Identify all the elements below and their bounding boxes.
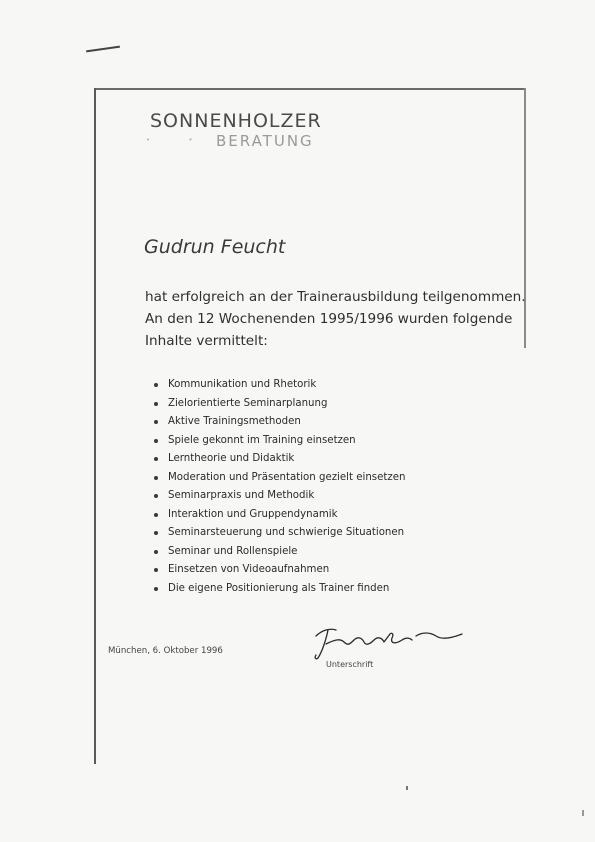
bullet-icon <box>154 513 158 517</box>
topic-item <box>154 561 454 580</box>
topic-label: Die eigene Positionierung als Trainer finden <box>168 582 390 594</box>
bullet-icon <box>154 383 158 387</box>
topic-item <box>154 376 454 395</box>
topic-label: Aktive Trainingsmethoden <box>168 416 301 427</box>
handwritten-signature <box>312 622 472 662</box>
topic-item <box>154 432 454 451</box>
recipient-name: Gudrun Feucht <box>144 236 286 258</box>
intro-line: hat erfolgreich an der Trainerausbildung teilgenommen. <box>145 289 526 305</box>
intro-line: Inhalte vermittelt: <box>145 333 268 349</box>
topic-label: Interaktion und Gruppendynamik <box>168 508 338 520</box>
topic-label: Lerntheorie und Didaktik <box>168 453 295 464</box>
topic-label: Zielorientierte Seminarplanung <box>168 397 328 409</box>
topic-label: Kommunikation und Rhetorik <box>168 379 317 390</box>
logo-company-name: SONNENHOLZER <box>150 110 322 132</box>
logo-company-subtitle: BERATUNG <box>216 132 314 150</box>
scan-frame-left-edge <box>94 88 96 764</box>
bullet-icon <box>154 457 158 461</box>
scan-frame-top-edge <box>94 88 526 90</box>
intro-line: An den 12 Wochenenden 1995/1996 wurden folgende <box>145 311 513 327</box>
topic-item <box>154 524 454 543</box>
signature-label: Unterschrift <box>326 660 374 669</box>
scan-artifact-dot <box>406 786 408 790</box>
topic-item <box>154 506 454 525</box>
bullet-icon <box>154 568 158 572</box>
topic-item <box>154 395 454 414</box>
logo-decoration-ticks: ˅ ˅ <box>146 138 211 147</box>
bullet-icon <box>154 494 158 498</box>
topic-item <box>154 543 454 562</box>
topic-item <box>154 487 454 506</box>
bullet-icon <box>154 402 158 406</box>
certificate-intro <box>145 286 545 352</box>
company-logo <box>146 110 330 150</box>
scan-artifact-mark <box>86 46 120 52</box>
topic-item <box>154 469 454 488</box>
topic-label: Moderation und Präsentation gezielt einsetzen <box>168 471 406 483</box>
scan-artifact-corner <box>582 810 584 816</box>
bullet-icon <box>154 420 158 424</box>
bullet-icon <box>154 439 158 443</box>
topic-label: Seminarpraxis und Methodik <box>168 490 315 501</box>
topic-item <box>154 413 454 432</box>
topic-item <box>154 450 454 469</box>
topic-label: Seminarsteuerung und schwierige Situationen <box>168 527 405 538</box>
bullet-icon <box>154 531 158 535</box>
bullet-icon <box>154 550 158 554</box>
place-and-date: München, 6. Oktober 1996 <box>108 646 223 656</box>
bullet-icon <box>154 587 158 591</box>
topic-label: Spiele gekonnt im Training einsetzen <box>168 434 356 446</box>
topic-label: Seminar und Rollenspiele <box>168 545 298 557</box>
bullet-icon <box>154 476 158 480</box>
topic-label: Einsetzen von Videoaufnahmen <box>168 564 330 575</box>
topic-item <box>154 580 454 599</box>
topics-list <box>154 376 454 598</box>
